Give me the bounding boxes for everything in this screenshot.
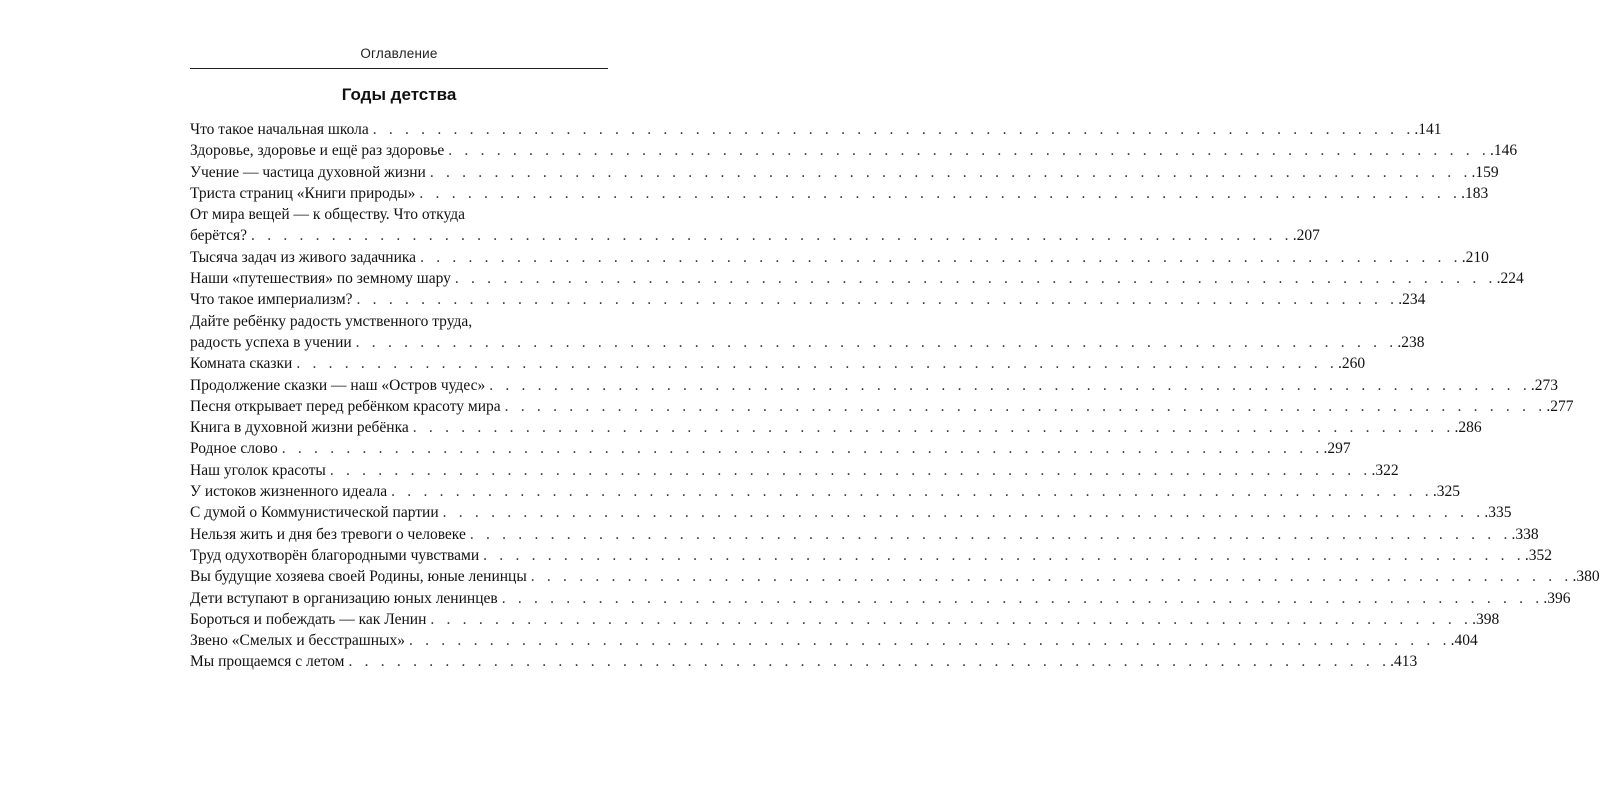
toc-entry-title: Комната сказки (190, 355, 293, 373)
dot-leader: . . . . . . . . . . . . . . . . . . . . . . . . . . . . . . . . . . . . . . . . . . . . . . . . . . . . . . . . . . . . . . . . . (530, 568, 1573, 586)
toc-line (190, 289, 1426, 310)
toc-entry (190, 438, 1351, 459)
toc-page-number: .404 (1450, 632, 1478, 650)
toc-line (190, 438, 1351, 459)
toc-page-number: .159 (1471, 163, 1499, 181)
toc-entry (190, 481, 1460, 502)
toc-entry-title: Триста страниц «Книги природы» (190, 184, 416, 202)
dot-leader: . . . . . . . . . . . . . . . . . . . . . . . . . . . . . . . . . . . . . . . . . . . . . . . . . . . . . . . . . . . . . . . . . (251, 227, 1293, 245)
toc-entry-title: От мира вещей — к обществу. Что откуда (190, 206, 465, 224)
toc-entry (190, 375, 1559, 396)
toc-line (190, 481, 1460, 502)
toc-page-number: .141 (1414, 121, 1442, 138)
toc-page-number: .273 (1530, 376, 1559, 394)
toc-entry (190, 289, 1426, 310)
toc-entry-title: Родное слово (190, 440, 278, 458)
toc-entry (190, 502, 1512, 523)
toc-line (190, 460, 1399, 481)
toc-line (190, 353, 1366, 374)
toc-line (190, 225, 1320, 246)
toc-page-number: .277 (1546, 397, 1574, 415)
dot-leader: . . . . . . . . . . . . . . . . . . . . . . . . . . . . . . . . . . . . . . . . . . . . . . . . . . . . . . . . . . . . . . . . . (420, 248, 1462, 266)
toc-page-number: .207 (1292, 227, 1320, 245)
toc-entry-title: Бороться и побеждать — как Ленин (190, 610, 427, 628)
toc-entry-title: Дайте ребёнку радость умственного труда, (190, 312, 473, 330)
toc-line (190, 609, 1500, 630)
toc-line (190, 417, 1482, 438)
toc-line (190, 311, 608, 332)
toc-line (190, 162, 1499, 183)
toc-line (190, 396, 1574, 417)
header-rule (190, 68, 608, 69)
dot-leader: . . . . . . . . . . . . . . . . . . . . . . . . . . . . . . . . . . . . . . . . . . . . . . . . . . . . . . . . . . . . . . . . . (501, 589, 1544, 607)
toc-page-number: .396 (1543, 589, 1571, 607)
dot-leader: . . . . . . . . . . . . . . . . . . . . . . . . . . . . . . . . . . . . . . . . . . . . . . . . . . . . . . . . . . . . . . . . . (391, 483, 1433, 501)
running-header: Оглавление (360, 46, 438, 61)
dot-leader: . . . . . . . . . . . . . . . . . . . . . . . . . . . . . . . . . . . . . . . . . . . . . . . . . . . . . . . . . . . . . . . . . (483, 546, 1525, 564)
toc-entry-title: Звено «Смелых и бесстрашных» (190, 632, 405, 650)
section-title: Годы детства (341, 85, 457, 104)
toc-line (190, 524, 1539, 545)
toc-page-number: .335 (1484, 504, 1512, 522)
toc-page-number: .260 (1338, 355, 1366, 373)
toc-entry (190, 140, 1518, 161)
toc-entry (190, 311, 1425, 354)
dot-leader: . . . . . . . . . . . . . . . . . . . . . . . . . . . . . . . . . . . . . . . . . . . . . . . . . . . . . . . . . . . . . . . . . (430, 610, 1473, 628)
toc-entry-title: Вы будущие хозяева своей Родины, юные ленинцы (190, 568, 527, 586)
toc-line (190, 630, 1478, 651)
toc-page-number: .224 (1496, 270, 1524, 288)
toc-page-number: .325 (1432, 483, 1460, 501)
dot-leader: . . . . . . . . . . . . . . . . . . . . . . . . . . . . . . . . . . . . . . . . . . . . . . . . . . . . . . . . . . . . . . . . . (408, 632, 1451, 650)
toc-entry (190, 588, 1571, 609)
toc-entry (190, 630, 1478, 651)
dot-leader: . . . . . . . . . . . . . . . . . . . . . . . . . . . . . . . . . . . . . . . . . . . . . . . . . . . . . . . . . . . . . . . . . (372, 121, 1415, 138)
dot-leader: . . . . . . . . . . . . . . . . . . . . . . . . . . . . . . . . . . . . . . . . . . . . . . . . . . . . . . . . . . . . . . . . . (429, 163, 1472, 181)
dot-leader: . . . . . . . . . . . . . . . . . . . . . . . . . . . . . . . . . . . . . . . . . . . . . . . . . . . . . . . . . . . . . . . . . (448, 142, 1490, 160)
toc-line (190, 183, 1489, 204)
toc-entry-title: Труд одухотворён благородными чувствами (190, 546, 480, 564)
toc-page-number: .380 (1572, 568, 1600, 586)
toc-entry-title: У истоков жизненного идеала (190, 483, 388, 501)
dot-leader: . . . . . . . . . . . . . . . . . . . . . . . . . . . . . . . . . . . . . . . . . . . . . . . . . . . . . . . . . . . . . . . . . (504, 397, 1547, 415)
toc-entry (190, 268, 1524, 289)
toc-page-number: .398 (1472, 610, 1500, 628)
dot-leader: . . . . . . . . . . . . . . . . . . . . . . . . . . . . . . . . . . . . . . . . . . . . . . . . . . . . . . . . . . . . . . . . . (281, 440, 1324, 458)
dot-leader: . . . . . . . . . . . . . . . . . . . . . . . . . . . . . . . . . . . . . . . . . . . . . . . . . . . . . . . . . . . . . . . . . (419, 184, 1462, 202)
toc-entry (190, 460, 1399, 481)
toc-entry-title: Тысяча задач из живого задачника (190, 248, 417, 266)
dot-leader: . . . . . . . . . . . . . . . . . . . . . . . . . . . . . . . . . . . . . . . . . . . . . . . . . . . . . . . . . . . . . . . . . (356, 291, 1399, 309)
toc-entry (190, 524, 1539, 545)
toc-page-number: .183 (1461, 184, 1489, 202)
dot-leader: . . . . . . . . . . . . . . . . . . . . . . . . . . . . . . . . . . . . . . . . . . . . . . . . . . . . . . . . . . . . . . . . . (454, 270, 1497, 288)
toc-entry (190, 566, 1600, 587)
toc-page-number: .234 (1398, 291, 1426, 309)
toc-entry-title: радость успеха в учении (190, 333, 352, 351)
toc-entry-title: Учение — частица духовной жизни (190, 163, 426, 181)
table-of-contents (190, 119, 1600, 673)
toc-line (190, 375, 1559, 396)
dot-leader: . . . . . . . . . . . . . . . . . . . . . . . . . . . . . . . . . . . . . . . . . . . . . . . . . . . . . . . . . . . . . . . . . (489, 376, 1531, 394)
toc-line (190, 204, 608, 225)
toc-entry-title: Продолжение сказки — наш «Остров чудес» (190, 376, 486, 394)
toc-line (190, 140, 1518, 161)
dot-leader: . . . . . . . . . . . . . . . . . . . . . . . . . . . . . . . . . . . . . . . . . . . . . . . . . . . . . . . . . . . . . . . . . (355, 333, 1398, 351)
dot-leader: . . . . . . . . . . . . . . . . . . . . . . . . . . . . . . . . . . . . . . . . . . . . . . . . . . . . . . . . . . . . . . . . . (348, 653, 1391, 671)
toc-page-number: .338 (1511, 525, 1539, 543)
toc-entry (190, 353, 1366, 374)
toc-line (190, 502, 1512, 523)
toc-entry (190, 119, 1442, 140)
dot-leader: . . . . . . . . . . . . . . . . . . . . . . . . . . . . . . . . . . . . . . . . . . . . . . . . . . . . . . . . . . . . . . . . . (329, 461, 1372, 479)
toc-page-number: .352 (1524, 546, 1552, 564)
toc-entry-title: Что такое начальная школа (190, 121, 369, 138)
toc-line (190, 332, 1425, 353)
dot-leader: . . . . . . . . . . . . . . . . . . . . . . . . . . . . . . . . . . . . . . . . . . . . . . . . . . . . . . . . . . . . . . . . . (469, 525, 1512, 543)
toc-line (190, 566, 1600, 587)
toc-page-number: .297 (1323, 440, 1351, 458)
toc-entry-title: Наш уголок красоты (190, 461, 326, 479)
toc-entry (190, 545, 1552, 566)
toc-entry (190, 183, 1489, 204)
toc-line (190, 247, 1489, 268)
toc-entry-title: Что такое империализм? (190, 291, 353, 309)
toc-entry (190, 651, 1418, 672)
toc-entry-title: Дети вступают в организацию юных ленинцев (190, 589, 498, 607)
toc-entry (190, 417, 1482, 438)
toc-entry (190, 162, 1499, 183)
dot-leader: . . . . . . . . . . . . . . . . . . . . . . . . . . . . . . . . . . . . . . . . . . . . . . . . . . . . . . . . . . . . . . . . . (442, 504, 1485, 522)
toc-line (190, 268, 1524, 289)
toc-entry-title: С думой о Коммунистической партии (190, 504, 439, 522)
toc-page-number: .322 (1371, 461, 1399, 479)
toc-page-number: .238 (1397, 333, 1425, 351)
toc-line (190, 119, 1442, 140)
toc-line (190, 651, 1418, 672)
toc-entry-title: Книга в духовной жизни ребёнка (190, 419, 409, 437)
toc-page-number: .146 (1489, 142, 1518, 160)
toc-entry (190, 609, 1500, 630)
toc-entry (190, 247, 1489, 268)
toc-page-number: .413 (1390, 653, 1418, 671)
toc-page-number: .286 (1454, 419, 1482, 437)
toc-line (190, 588, 1571, 609)
toc-entry-title: берётся? (190, 227, 248, 245)
toc-entry (190, 396, 1574, 417)
toc-entry-title: Мы прощаемся с летом (190, 653, 345, 671)
toc-entry-title: Песня открывает перед ребёнком красоту мира (190, 397, 501, 415)
dot-leader: . . . . . . . . . . . . . . . . . . . . . . . . . . . . . . . . . . . . . . . . . . . . . . . . . . . . . . . . . . . . . . . . . (412, 419, 1455, 437)
dot-leader: . . . . . . . . . . . . . . . . . . . . . . . . . . . . . . . . . . . . . . . . . . . . . . . . . . . . . . . . . . . . . . . . . (296, 355, 1339, 373)
toc-entry-title: Здоровье, здоровье и ещё раз здоровье (190, 142, 445, 160)
toc-entry (190, 204, 1320, 247)
toc-entry-title: Нельзя жить и дня без тревоги о человеке (190, 525, 466, 543)
toc-page-number: .210 (1461, 248, 1489, 266)
toc-line (190, 545, 1552, 566)
toc-entry-title: Наши «путешествия» по земному шару (190, 270, 451, 288)
